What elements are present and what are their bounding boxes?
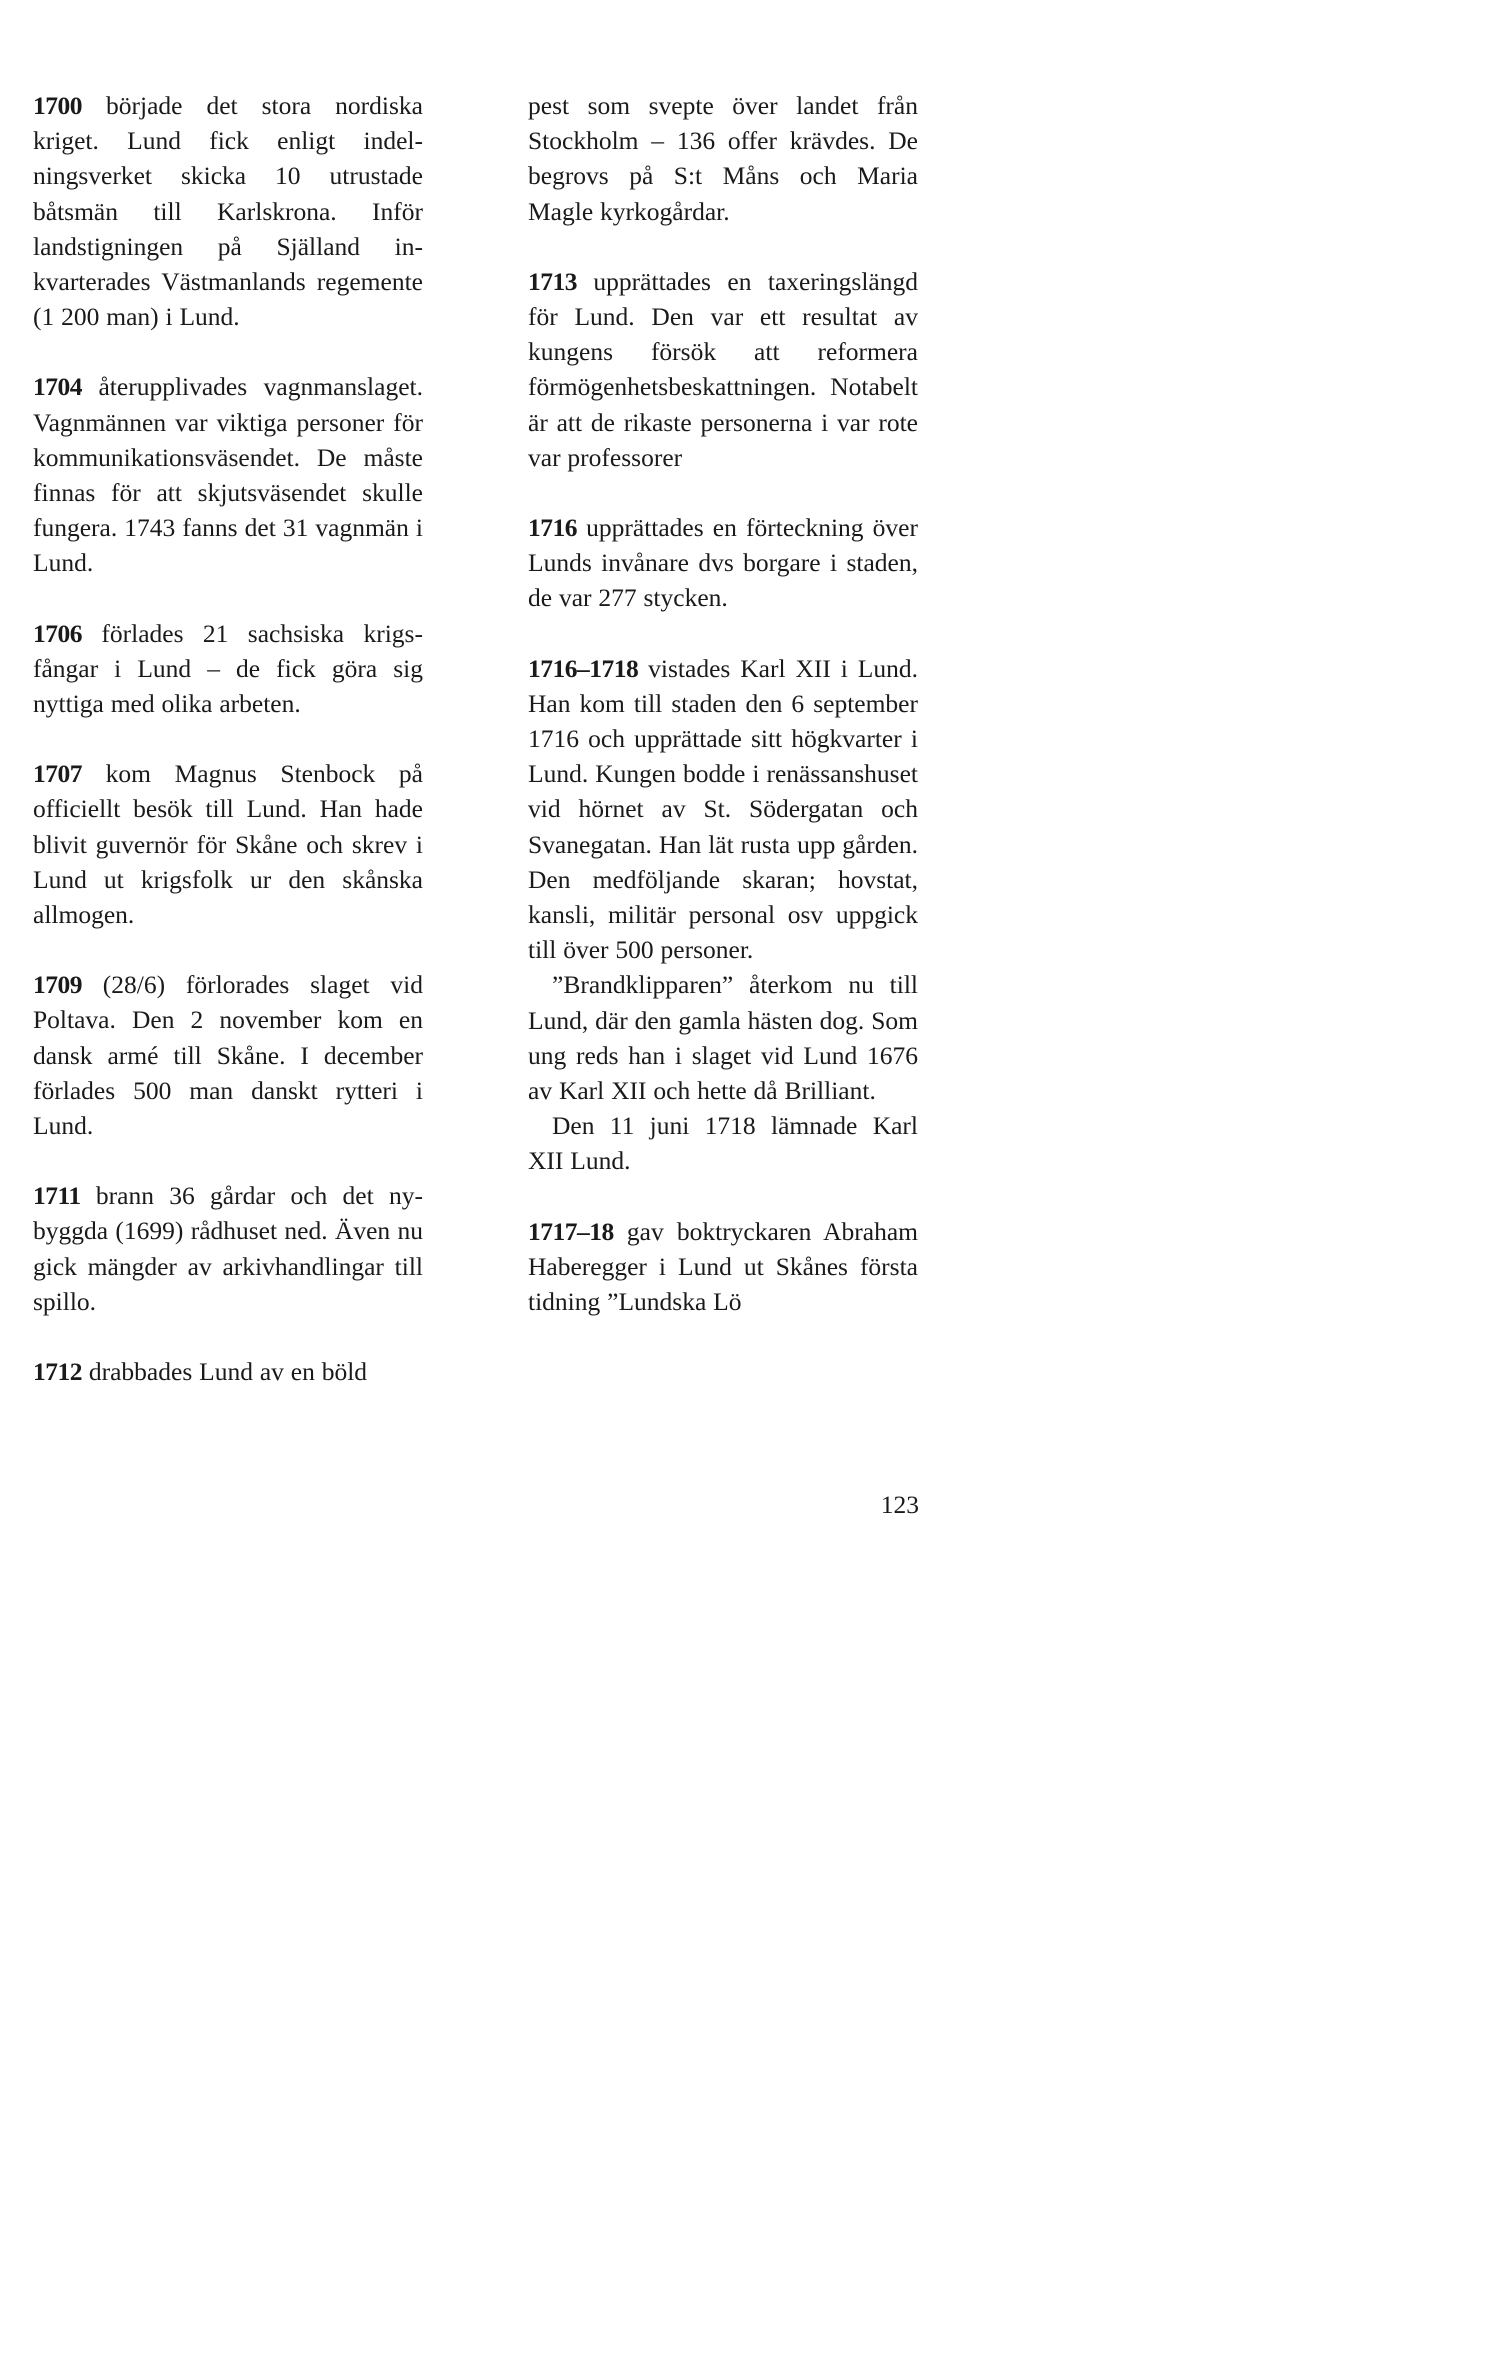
- brandklipparen-paragraph: ”Brandklipparen” återkom nu till Lund, där den gamla hästen dog. Som ung reds han i slaget vid Lund 1676 av Karl XII och hette då Brilliant.: [528, 970, 918, 1106]
- entry-year: 1711: [33, 1181, 81, 1211]
- entry-1707: [33, 756, 423, 932]
- page-number: 123: [880, 1490, 919, 1519]
- entry-year: 1713: [528, 266, 577, 296]
- entry-1716-1718: [528, 651, 918, 968]
- entry-year: 1709: [33, 970, 82, 1000]
- right-column: [528, 88, 918, 1319]
- entry-year: 1717–18: [528, 1216, 614, 1246]
- entry-1706: [33, 616, 423, 722]
- entry-text: började det stora nordiska kriget. Lund fick enligt indelningsverket skicka 10 utrustade båtsmän till Karlskrona. Inför landstigningen på Själland inkvarterades Västmanlands regemente (1 200 man) i Lund.: [33, 91, 423, 332]
- entry-year: 1707: [33, 759, 82, 789]
- entry-year: 1706: [33, 618, 82, 648]
- entry-1711: [33, 1178, 423, 1319]
- entry-text: återupplivades vagnmanslaget. Vagnmännen var viktiga personer för kommunikationsväsendet. De måste finnas för att skjutsväsendet skulle fungera. 1743 fanns det 31 vagnmän i Lund.: [33, 372, 423, 578]
- entry-text: brann 36 gårdar och det nybyggda (1699) rådhuset ned. Även nu gick mängder av arkivhandlingar till spillo.: [33, 1181, 423, 1316]
- entry-text: upprättades en förteckning över Lunds invånare dvs borgare i staden, de var 277 stycken.: [528, 513, 918, 613]
- left-column: [33, 88, 423, 1389]
- entry-year: 1712: [33, 1357, 82, 1387]
- entry-year: 1716–1718: [528, 653, 639, 683]
- departure-paragraph: Den 11 juni 1718 lämnade Karl XII Lund.: [528, 1111, 918, 1176]
- entry-text: kom Magnus Stenbock på officiellt besök till Lund. Han hade blivit guvernör för Skåne och skrev i Lund ut krigsfolk ur den skånska allmogen.: [33, 759, 423, 930]
- entry-text: förlades 21 sachsiska krigsfångar i Lund – de fick göra sig nyttiga med olika arbeten.: [33, 618, 423, 719]
- entry-year: 1716: [528, 513, 577, 543]
- entry-1704: [33, 369, 423, 580]
- entry-text: drabbades Lund av en böld: [82, 1357, 368, 1387]
- entry-year: 1704: [33, 372, 82, 402]
- entry-1713: [528, 264, 918, 475]
- entry-text: (28/6) förlorades slaget vid Poltava. Den 2 november kom en dansk armé till Skåne. I december förlades 500 man danskt rytteri i Lund.: [33, 970, 423, 1141]
- entry-1709: [33, 967, 423, 1143]
- entry-1712: [33, 1354, 423, 1389]
- entry-1717-18: [528, 1214, 918, 1320]
- entry-1700: [33, 88, 423, 334]
- entry-text: upprättades en taxeringslängd för Lund. Den var ett resultat av kungens försök att reformera förmögenhetsbeskattningen. Notabelt är att de rikaste personerna i var rote var professorer: [528, 266, 918, 472]
- entry-text: gav boktryckaren Abraham Haberegger i Lund ut Skånes första tidning ”Lundska Lö: [528, 1216, 918, 1317]
- continuation-paragraph: pest som svepte över landet från Stockholm – 136 offer krävdes. De begrovs på S:t Måns och Maria Magle kyrkogårdar.: [528, 91, 918, 226]
- entry-text: vistades Karl XII i Lund. Han kom till staden den 6 september 1716 och upprättade sitt högkvarter i Lund. Kungen bodde i renässanshuset vid hörnet av St. Södergatan och Svanegatan. Han lät rusta upp gården. Den medföljande skaran; hovstat, kansli, militär personal osv uppgick till över 500 personer.: [528, 653, 918, 965]
- entry-year: 1700: [33, 91, 82, 120]
- entry-1716: [528, 510, 918, 616]
- book-page: [0, 0, 1000, 1558]
